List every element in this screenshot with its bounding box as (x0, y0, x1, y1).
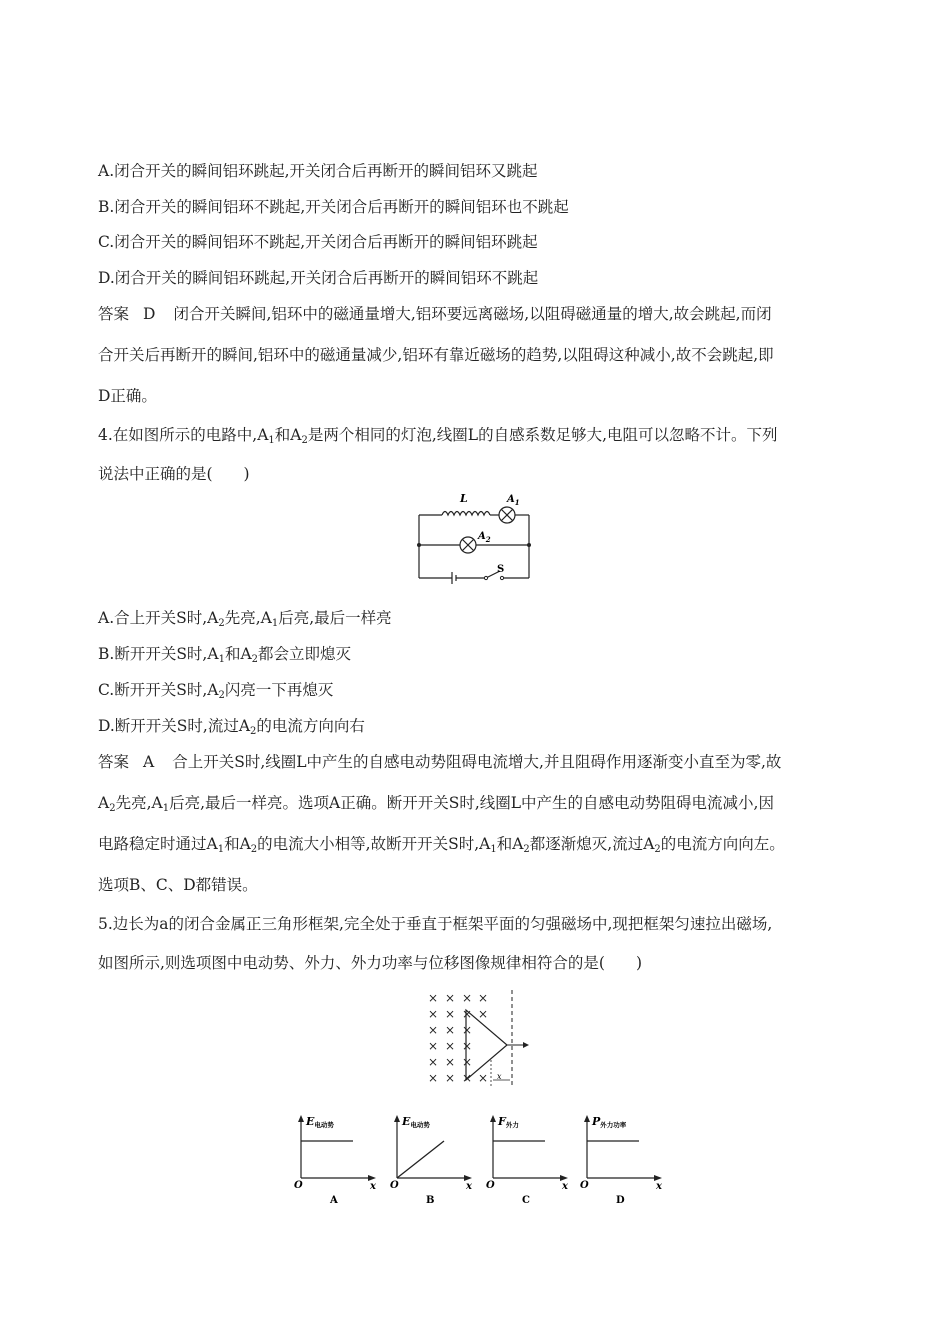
graph-c (482, 1112, 582, 1208)
graph-a-origin: O (294, 1180, 303, 1191)
field-mark: × (428, 1039, 439, 1053)
answer-key: D (143, 305, 156, 323)
field-mark: × (445, 1007, 456, 1021)
q4-explanation-line: $A_2$先亮$,A_1$后亮,最后一样亮。选项A正确。断开开关S时,线圈L中产生的自感电动势阻碍电流减小,因 (98, 794, 774, 814)
explanation-text: 闭合开关瞬间,铝环中的磁通量增大,铝环要远离磁场,以阻碍磁通量的增大,故会跳起,而闭 (173, 305, 772, 323)
graph-b-xlabel: x (466, 1181, 472, 1192)
q3-answer (98, 304, 772, 324)
graph-b-origin: O (390, 1180, 399, 1191)
field-mark: × (428, 1055, 439, 1069)
graph-c-option: C (522, 1195, 530, 1206)
field-mark: × (462, 1007, 473, 1021)
graph-b (386, 1112, 486, 1208)
field-mark: × (462, 1055, 473, 1069)
graph-c-xlabel: x (562, 1181, 568, 1192)
graph-c-ylabel: F外力 (498, 1115, 519, 1129)
graph-a-option: A (330, 1195, 338, 1206)
q4-option-a: A.合上开关S时$,A_2$先亮$,A_1$后亮,最后一样亮 (98, 609, 392, 629)
graph-b-option: B (426, 1195, 435, 1206)
field-mark: × (445, 1071, 456, 1085)
q4-explanation-line: 选项B、C、D都错误。 (98, 876, 258, 894)
graph-d-xlabel: x (656, 1181, 662, 1192)
q3-option-a: A.闭合开关的瞬间铝环跳起,开关闭合后再断开的瞬间铝环又跳起 (98, 162, 538, 180)
label-a1: $A_1$ (507, 494, 520, 507)
field-mark: × (428, 1071, 439, 1085)
answer-label: 答案 (98, 753, 130, 771)
label-a2: $A_2$ (478, 531, 491, 544)
field-mark: × (428, 991, 439, 1005)
q3-option-d: D.闭合开关的瞬间铝环跳起,开关闭合后再断开的瞬间铝环不跳起 (98, 269, 539, 287)
q4-stem: 4.在如图所示的电路中$,A_1$和$A_2$是两个相同的灯泡,线圈L的自感系数足够大,电阻可以忽略不计。下列 (98, 426, 778, 446)
field-mark: × (462, 1023, 473, 1037)
q4-stem-line2: 说法中正确的是( ) (98, 465, 250, 483)
field-mark: × (478, 991, 489, 1005)
graph-b-curve (397, 1141, 444, 1178)
q5-stem-line2: 如图所示,则选项图中电动势、外力、外力功率与位移图像规律相符合的是( ) (98, 954, 643, 972)
q3-option-b: B.闭合开关的瞬间铝环不跳起,开关闭合后再断开的瞬间铝环也不跳起 (98, 198, 569, 216)
graph-d-ylabel: P外力功率 (592, 1115, 627, 1129)
graph-a (290, 1112, 390, 1208)
q4-answer (98, 752, 781, 772)
pull-arrow (523, 1042, 529, 1048)
q5-field-diagram (422, 988, 532, 1088)
displacement-label: x (497, 1072, 502, 1081)
q3-option-c: C.闭合开关的瞬间铝环不跳起,开关闭合后再断开的瞬间铝环跳起 (98, 233, 538, 251)
field-mark: × (478, 1071, 489, 1085)
field-mark: × (428, 1023, 439, 1037)
graph-d-origin: O (580, 1180, 589, 1191)
graph-d (576, 1112, 676, 1208)
q4-explanation-line: 电路稳定时通过$A_1$和$A_2$的电流大小相等,故断开开关S时$,A_1$和$A_2$都逐渐熄灭,流过$A_2$的电流方向向左。 (98, 835, 785, 855)
q4-option-b: B.断开开关S时$,A_1$和$A_2$都会立即熄灭 (98, 645, 352, 665)
label-l: L (460, 492, 468, 505)
answer-label: 答案 (98, 305, 130, 323)
field-mark: × (445, 991, 456, 1005)
label-s: S (497, 564, 505, 575)
answer-key: A (143, 753, 155, 771)
q4-option-c: C.断开开关S时$,A_2$闪亮一下再熄灭 (98, 681, 334, 701)
graph-c-origin: O (486, 1180, 495, 1191)
graph-b-ylabel: E电动势 (402, 1115, 430, 1129)
inductor-coil (442, 512, 490, 516)
field-mark: × (445, 1039, 456, 1053)
q4-circuit-diagram (410, 488, 540, 584)
field-mark: × (462, 1039, 473, 1053)
graph-a-ylabel: E电动势 (306, 1115, 334, 1129)
q3-explanation-line: 合开关后再断开的瞬间,铝环中的磁通量减少,铝环有靠近磁场的趋势,以阻碍这种减小,故不会跳起,即 (98, 346, 774, 364)
field-mark: × (462, 991, 473, 1005)
field-mark: × (445, 1055, 456, 1069)
field-mark: × (478, 1007, 489, 1021)
explanation-text: 合上开关S时,线圈L中产生的自感电动势阻碍电流增大,并且阻碍作用逐渐变小直至为零,故 (172, 753, 782, 771)
field-mark: × (462, 1071, 473, 1085)
q5-stem: 5.边长为a的闭合金属正三角形框架,完全处于垂直于框架平面的匀强磁场中,现把框架匀速拉出磁场, (98, 915, 773, 933)
q4-option-d: D.断开开关S时,流过$A_2$的电流方向向右 (98, 717, 365, 737)
field-mark: × (445, 1023, 456, 1037)
graph-d-option: D (616, 1195, 625, 1206)
graph-a-xlabel: x (370, 1181, 376, 1192)
q3-explanation-line: D正确。 (98, 387, 157, 405)
field-mark: × (428, 1007, 439, 1021)
